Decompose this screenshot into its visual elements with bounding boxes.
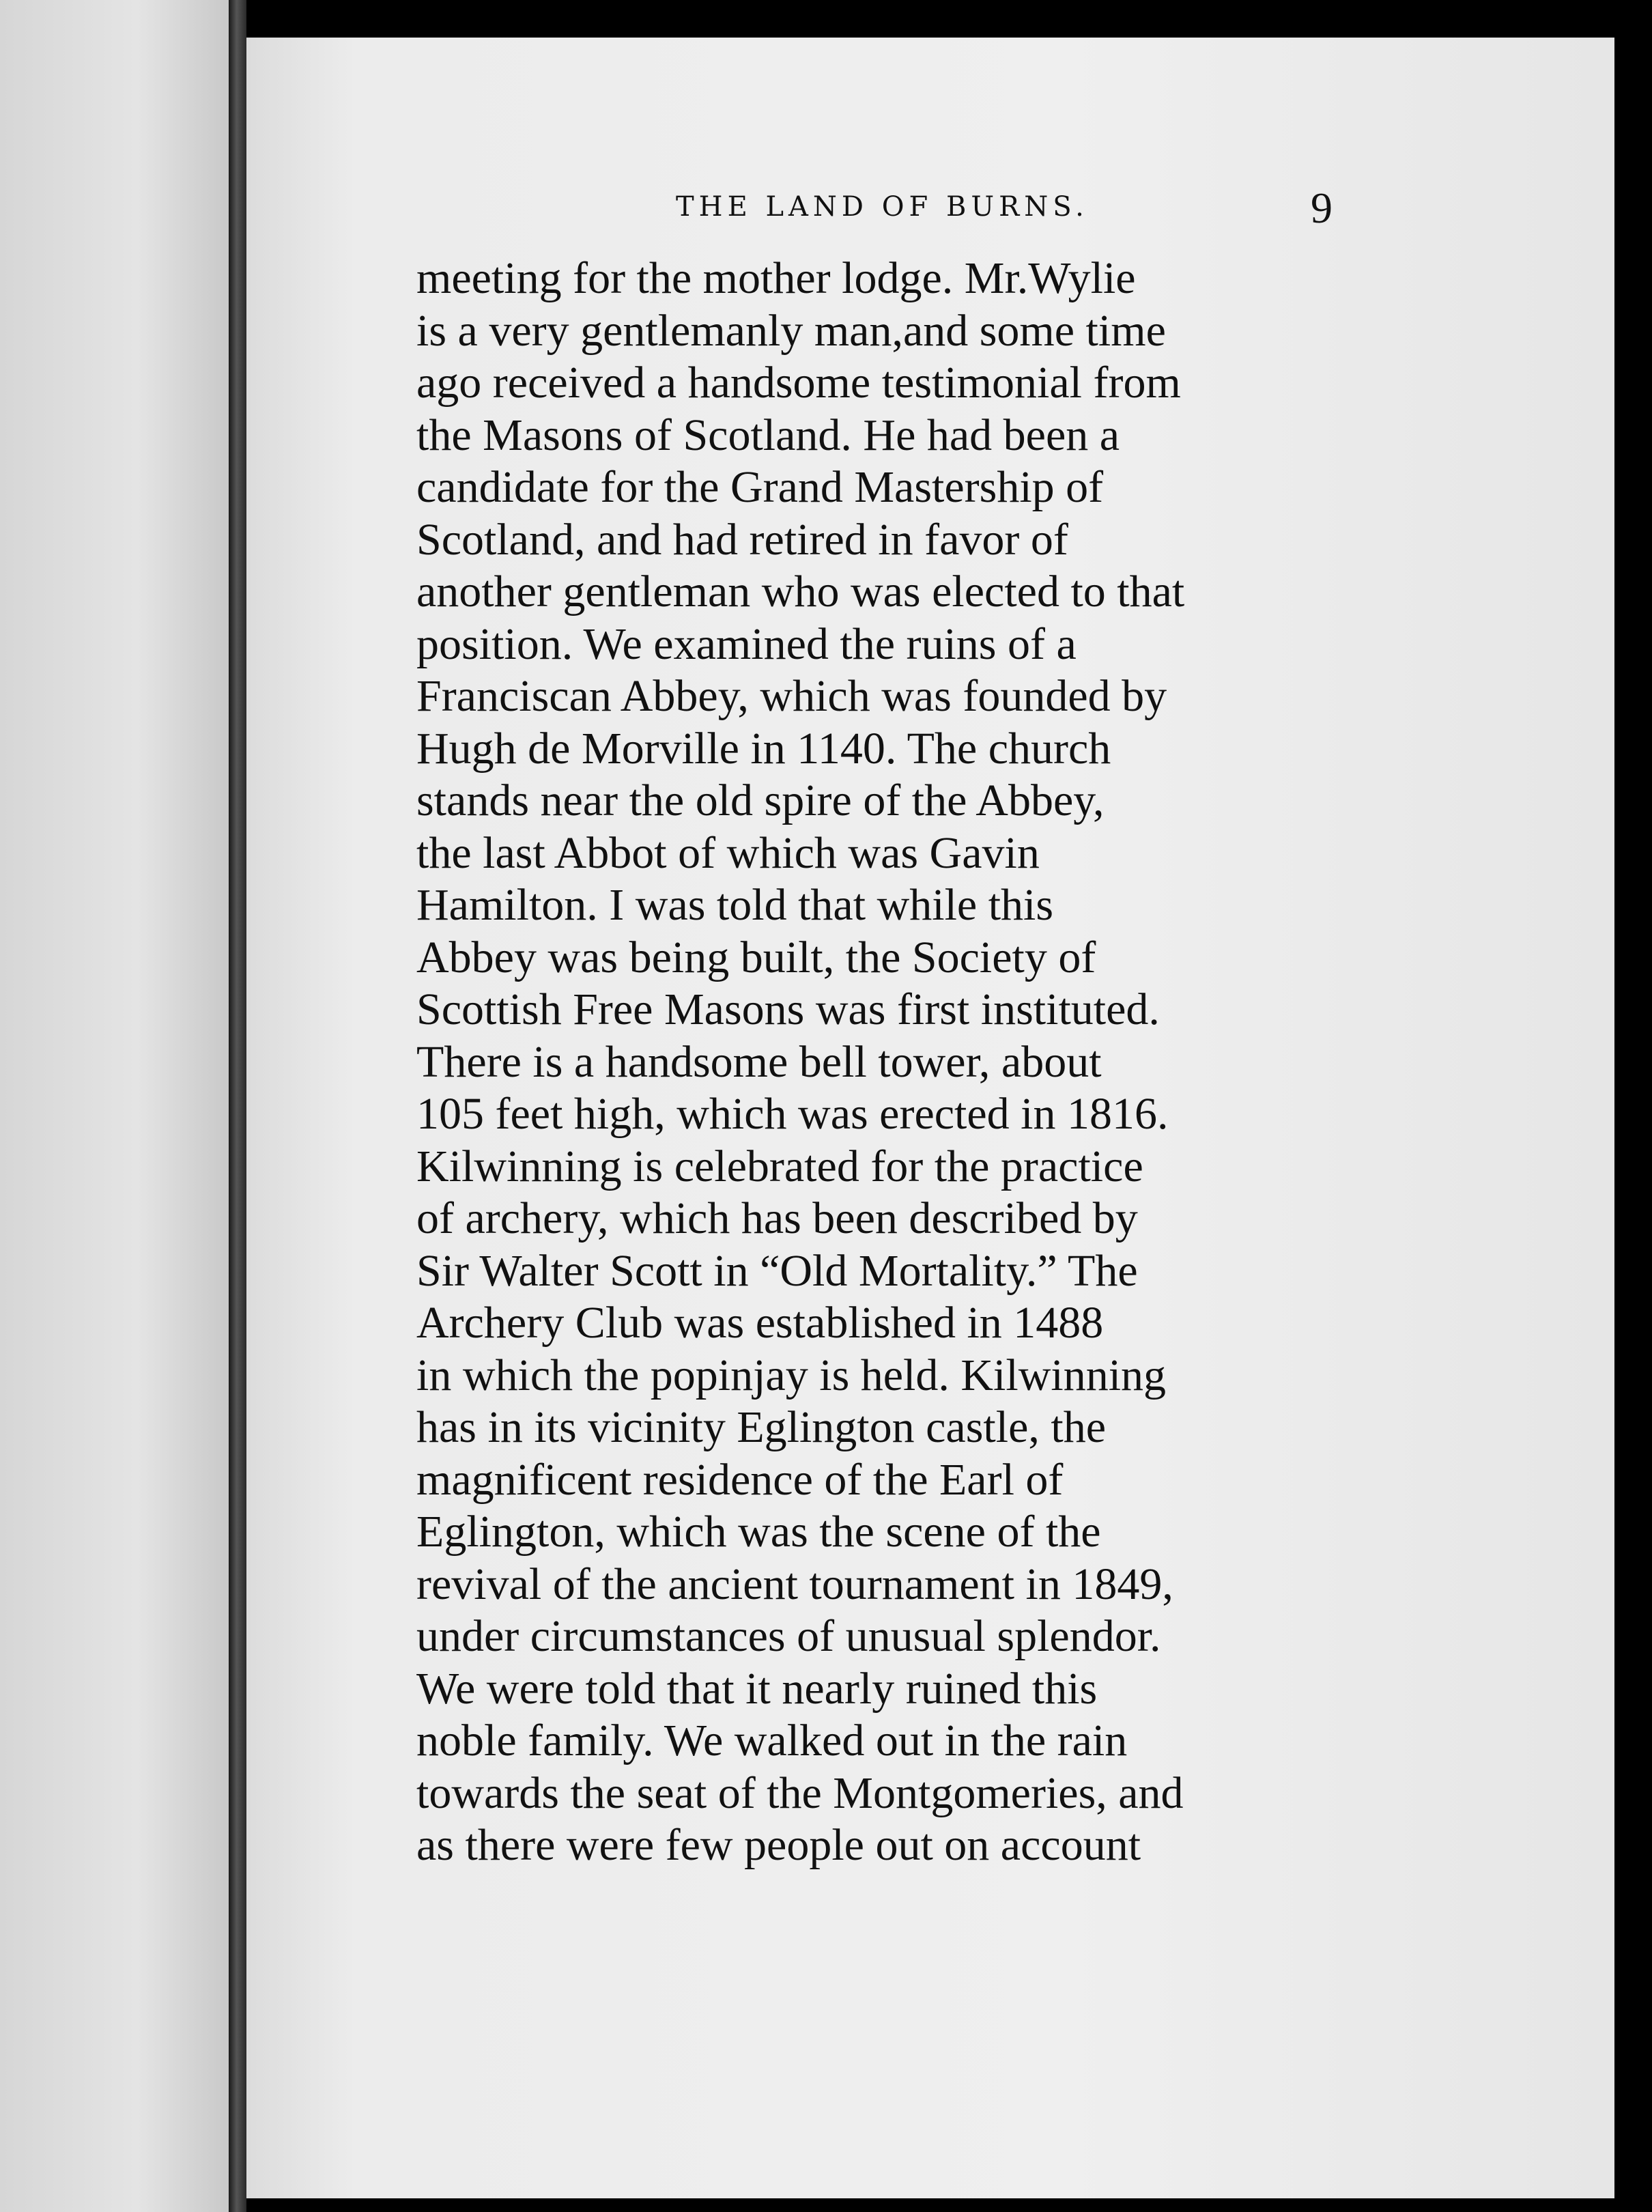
text-line: as there were few people out on account xyxy=(416,1820,1141,1870)
text-line: under circumstances of unusual splendor. xyxy=(416,1611,1161,1661)
text-line: Kilwinning is celebrated for the practice xyxy=(416,1141,1143,1191)
text-line: noble family. We walked out in the rain xyxy=(416,1716,1128,1766)
text-line: ago received a handsome testimonial from xyxy=(416,358,1181,408)
text-line: of archery, which has been described by xyxy=(416,1193,1138,1243)
text-line: meeting for the mother lodge. Mr.Wylie xyxy=(416,253,1136,303)
text-line: Archery Club was established in 1488 xyxy=(416,1298,1104,1348)
text-line: has in its vicinity Eglington castle, the xyxy=(416,1402,1107,1452)
text-line: stands near the old spire of the Abbey, xyxy=(416,776,1105,825)
scan-border-top xyxy=(0,0,1652,38)
text-line: candidate for the Grand Mastership of xyxy=(416,462,1104,512)
scan-border-bottom xyxy=(0,2198,1652,2212)
text-line: There is a handsome bell tower, about xyxy=(416,1036,1102,1087)
text-line: position. We examined the ruins of a xyxy=(416,619,1077,669)
text-line: Hamilton. I was told that while this xyxy=(416,880,1054,930)
text-line: revival of the ancient tournament in 1849, xyxy=(416,1559,1173,1609)
text-line: Eglington, which was the scene of the xyxy=(416,1507,1101,1557)
text-line: Abbey was being built, the Society of xyxy=(416,932,1096,982)
text-line: Sir Walter Scott in “Old Mortality.” The xyxy=(416,1245,1138,1296)
text-line: magnificent residence of the Earl of xyxy=(416,1454,1064,1505)
text-line: Franciscan Abbey, which was founded by xyxy=(416,671,1167,721)
text-line: Scotland, and had retired in favor of xyxy=(416,514,1068,565)
text-line: Hugh de Morville in 1140. The church xyxy=(416,723,1111,774)
text-line: the last Abbot of which was Gavin xyxy=(416,827,1040,878)
book-gutter xyxy=(229,0,246,2212)
facing-page-edge xyxy=(0,0,229,2212)
text-line: in which the popinjay is held. Kilwinning xyxy=(416,1350,1167,1400)
page-number: 9 xyxy=(1311,184,1333,232)
body-text xyxy=(416,253,1338,1872)
scan-border-right xyxy=(1614,0,1652,2212)
text-line: Scottish Free Masons was first instituted. xyxy=(416,984,1160,1034)
text-line: is a very gentlemanly man,and some time xyxy=(416,305,1166,356)
text-line: We were told that it nearly ruined this xyxy=(416,1663,1098,1714)
text-line: 105 feet high, which was erected in 1816. xyxy=(416,1089,1169,1139)
text-line: the Masons of Scotland. He had been a xyxy=(416,410,1120,460)
text-line: towards the seat of the Montgomeries, and xyxy=(416,1768,1184,1818)
running-head: THE LAND OF BURNS. xyxy=(676,191,1089,223)
text-line: another gentleman who was elected to that xyxy=(416,567,1185,616)
